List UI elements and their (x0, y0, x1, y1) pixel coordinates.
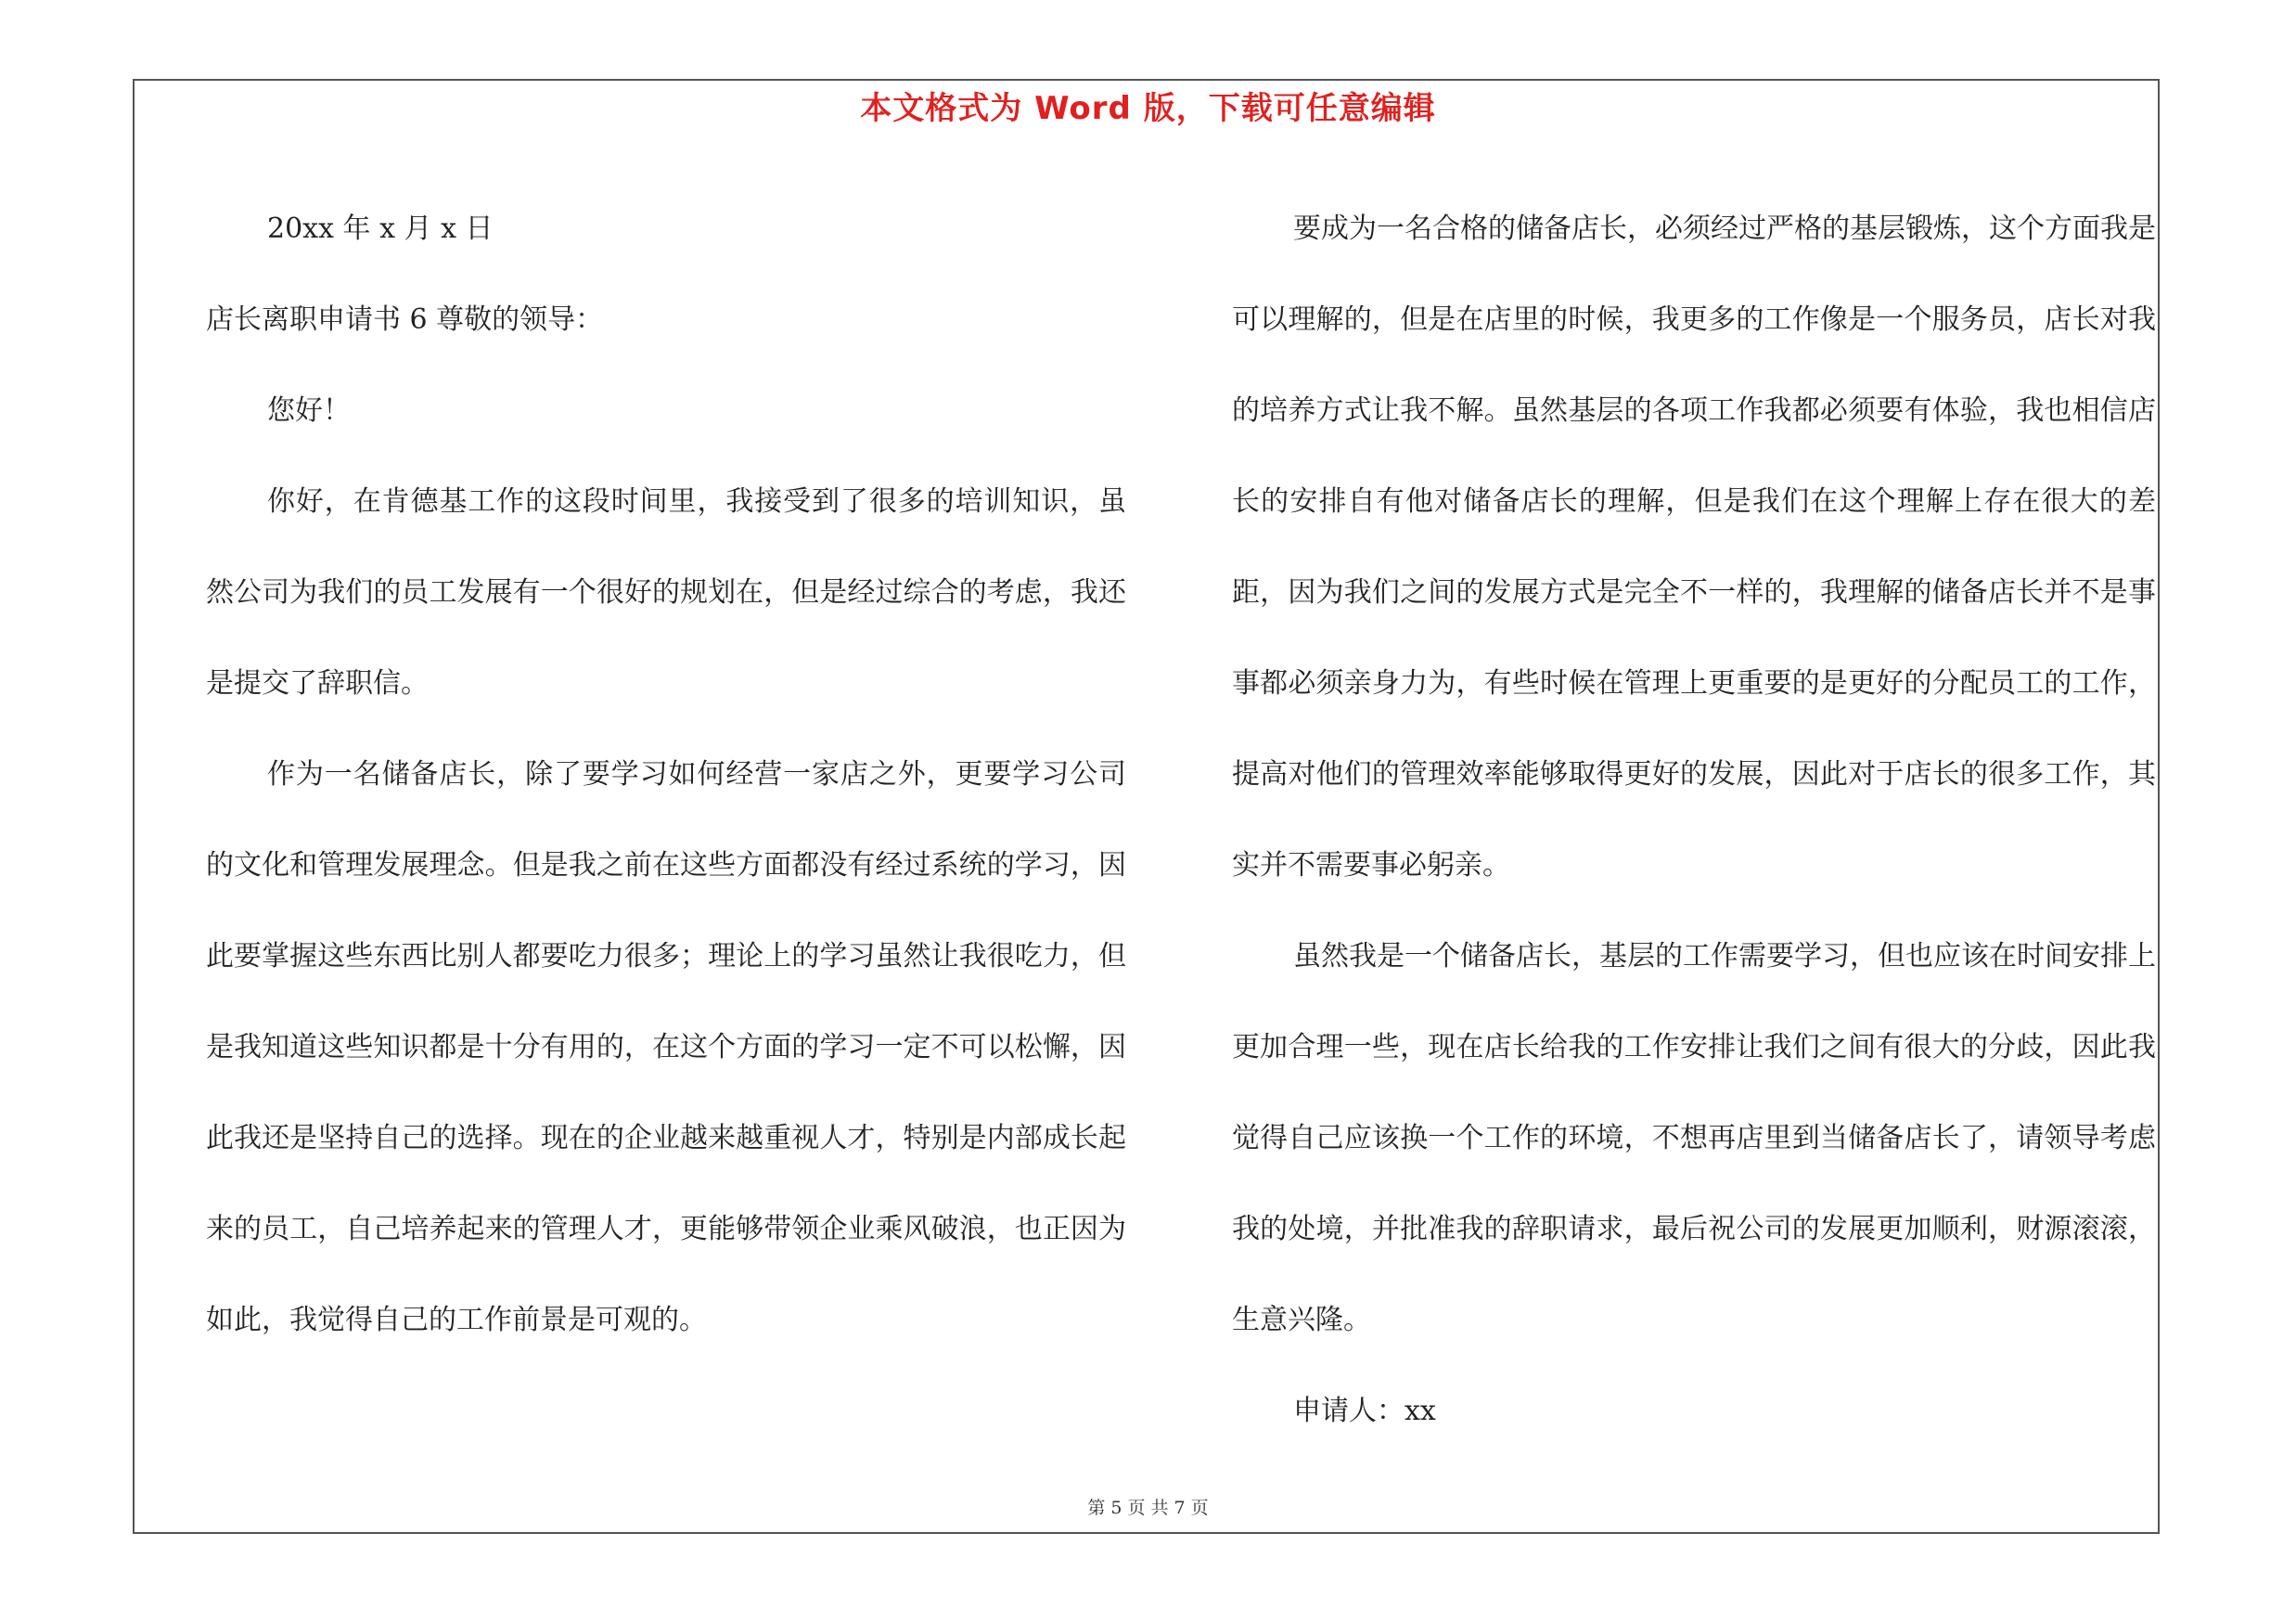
header-title: 本文格式为 Word 版，下载可任意编辑 (860, 90, 1436, 127)
page-number: 第 5 页 共 7 页 (1087, 1498, 1209, 1518)
body-paragraph: 作为一名储备店长，除了要学习如何经营一家店之外，更要学习公司的文化和管理发展理念。但是我之前在这些方面都没有经过系统的学习，因此要掌握这些东西比别人都要吃力很多；理论上的学习虽然让我很吃力，但是我知道这些知识都是十分有用的，在这个方面的学习一定不可以松懈，因此我还是坚持自己的选择。现在的企业越来越重视人才，特别是内部成长起来的员工，自己培养起来的管理人才，更能够带领企业乘风破浪，也正因为如此，我觉得自己的工作前景是可观的。 (206, 758, 1126, 1336)
body-paragraph: 你好，在肯德基工作的这段时间里，我接受到了很多的培训知识，虽然公司为我们的员工发展有一个很好的规划在，但是经过综合的考虑，我还是提交了辞职信。 (206, 485, 1126, 700)
left-column (206, 184, 1126, 1366)
letter-greeting: 您好！ (267, 394, 351, 427)
right-column (1232, 184, 2156, 1457)
letter-date: 20xx 年 x 月 x 日 (267, 213, 494, 245)
body-paragraph: 虽然我是一个储备店长，基层的工作需要学习，但也应该在时间安排上更加合理一些，现在店长给我的工作安排让我们之间有很大的分歧，因此我觉得自己应该换一个工作的环境，不想再店里到当储备店长了，请领导考虑我的处境，并批准我的辞职请求，最后祝公司的发展更加顺利，财源滚滚，生意兴隆。 (1232, 940, 2156, 1336)
letter-title-line: 店长离职申请书 6 尊敬的领导： (206, 303, 604, 336)
signature: 申请人：xx (1293, 1395, 1436, 1427)
body-paragraph: 要成为一名合格的储备店长，必须经过严格的基层锻炼，这个方面我是可以理解的，但是在店里的时候，我更多的工作像是一个服务员，店长对我的培养方式让我不解。虽然基层的各项工作我都必须要有体验，我也相信店长的安排自有他对储备店长的理解，但是我们在这个理解上存在很大的差距，因为我们之间的发展方式是完全不一样的，我理解的储备店长并不是事事都必须亲身力为，有些时候在管理上更重要的是更好的分配员工的工作，提高对他们的管理效率能够取得更好的发展，因此对于店长的很多工作，其实并不需要事必躬亲。 (1232, 213, 2156, 882)
